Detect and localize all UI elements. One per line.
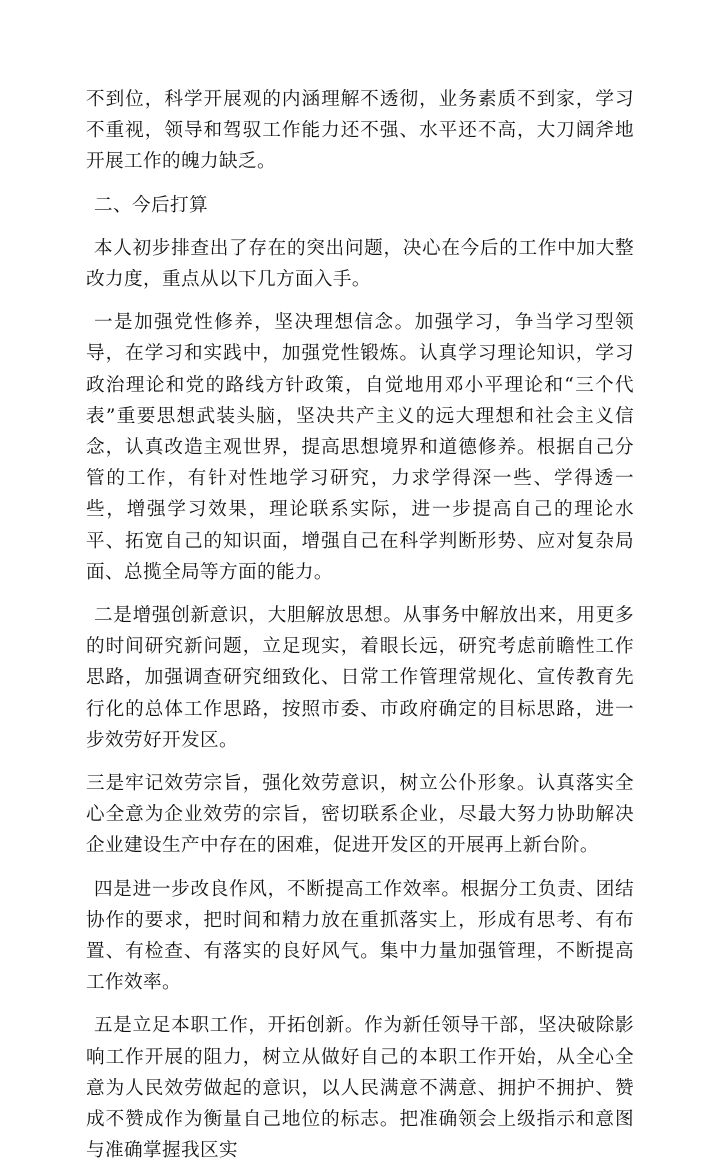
paragraph-item-2: 二是增强创新意识，大胆解放思想。从事务中解放出来，用更多的时间研究新问题，立足现实，着眼长远，研究考虑前瞻性工作思路，加强调查研究细致化、日常工作管理常规化、宣传教育先行化的总体工作思路，按照市委、市政府确定的目标思路，进一步效劳好开发区。 bbox=[86, 605, 634, 751]
paragraph-intro: 本人初步排查出了存在的突出问题，决心在今后的工作中加大整改力度，重点从以下几方面入手。 bbox=[86, 237, 634, 291]
paragraph-item-1: 一是加强党性修养，坚决理想信念。加强学习，争当学习型领导，在学习和实践中，加强党性锻炼。认真学习理论知识，学习政治理论和党的路线方针政策，自觉地用邓小平理论和“三个代表”重要思想武装头脑，坚决共产主义的远大理想和社会主义信念，认真改造主观世界，提高思想境界和道德修养。根据自己分管的工作，有针对性地学习研究，力求学得深一些、学得透一些，增强学习效果，理论联系实际，进一步提高自己的理论水平、拓宽自己的知识面，增强自己在科学判断形势、应对复杂局面、总揽全局等方面的能力。 bbox=[86, 312, 634, 583]
section-heading: 二、今后打算 bbox=[94, 194, 208, 216]
paragraph-item-5: 五是立足本职工作，开拓创新。作为新任领导干部，坚决破除影响工作开展的阻力，树立从做好自己的本职工作开始，从全心全意为人民效劳做起的意识，以人民满意不满意、拥护不拥护、赞成不赞成作为衡量自己地位的标志。把准确领会上级指示和意图与准确掌握我区实 bbox=[86, 1015, 634, 1162]
paragraph-continuation: 不到位，科学开展观的内涵理解不透彻，业务素质不到家，学习不重视，领导和驾驭工作能力还不强、水平还不高，大刀阔斧地开展工作的魄力缺乏。 bbox=[86, 89, 634, 173]
paragraph-item-3: 三是牢记效劳宗旨，强化效劳意识，树立公仆形象。认真落实全心全意为企业效劳的宗旨，密切联系企业，尽最大努力协助解决企业建设生产中存在的困难，促进开发区的开展再上新台阶。 bbox=[86, 773, 634, 857]
paragraph-item-4: 四是进一步改良作风，不断提高工作效率。根据分工负责、团结协作的要求，把时间和精力放在重抓落实上，形成有思考、有布置、有检查、有落实的良好风气。集中力量加强管理，不断提高工作效率。 bbox=[86, 878, 634, 994]
document-body bbox=[86, 84, 634, 1167]
